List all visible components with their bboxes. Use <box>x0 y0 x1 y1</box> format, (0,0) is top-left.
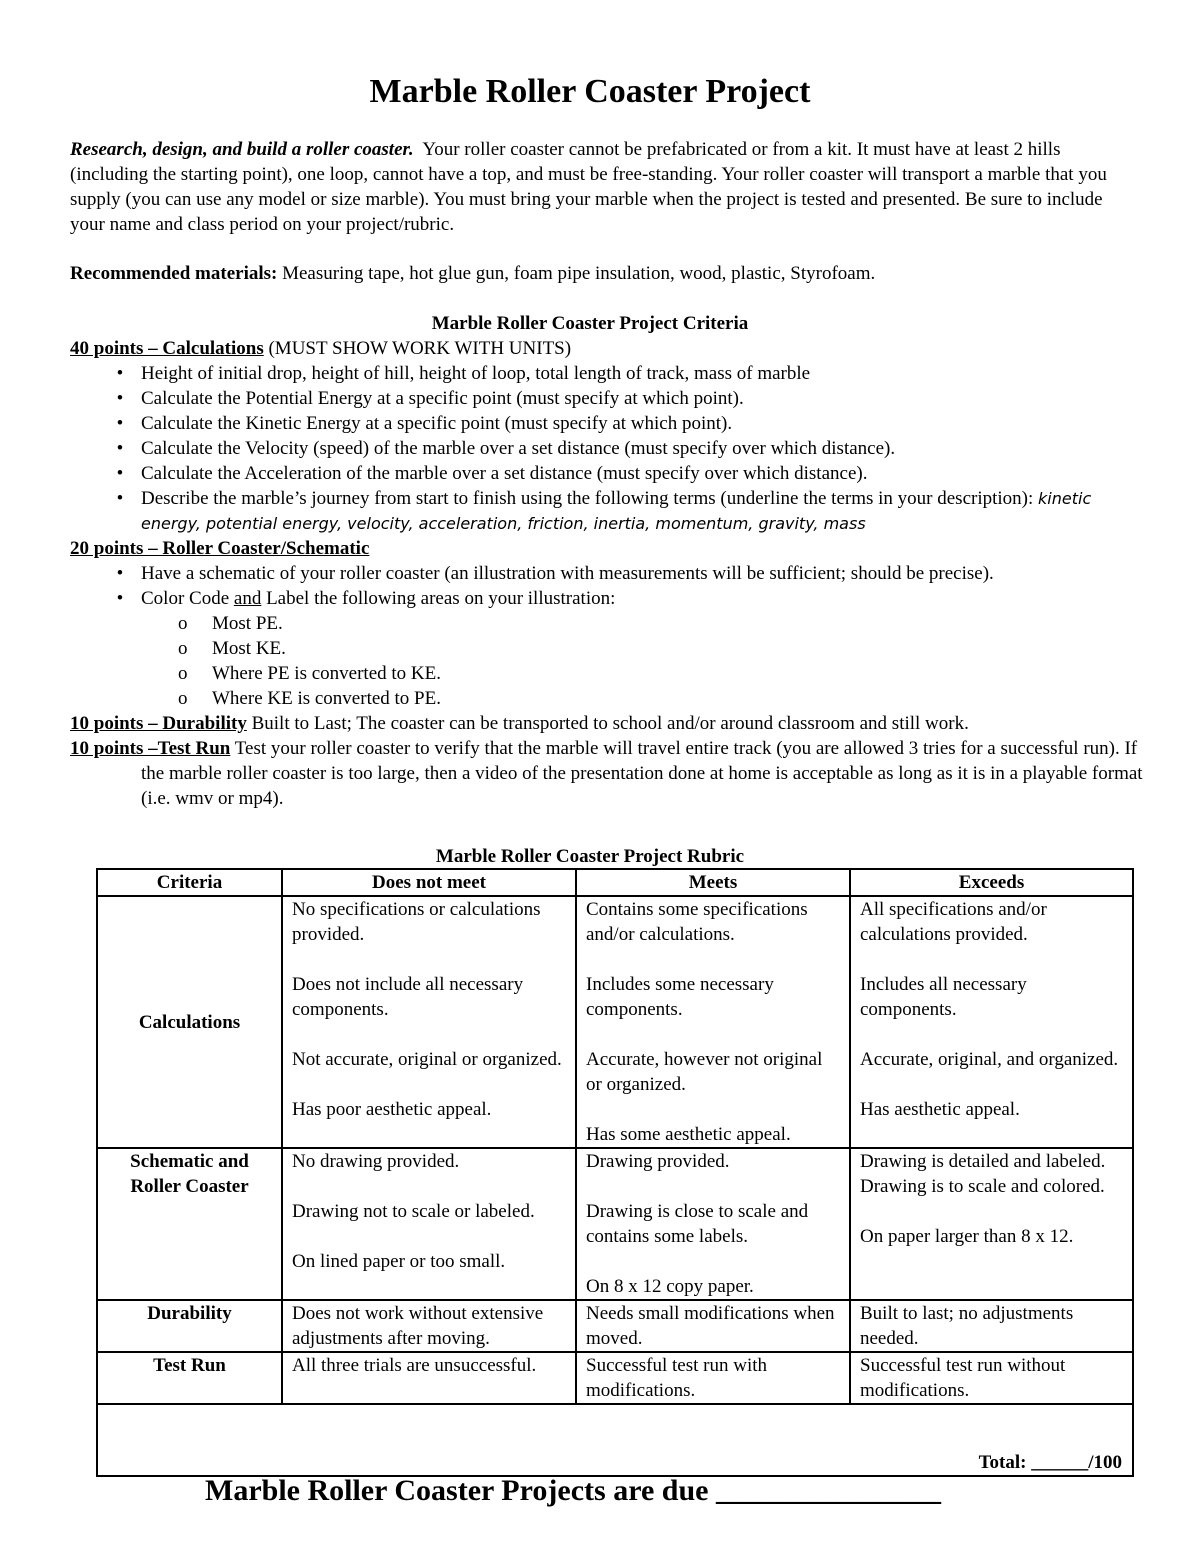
bullet-icon: • <box>116 413 124 434</box>
sublist-item: o Most PE. <box>178 613 283 634</box>
bullet-icon: • <box>116 588 124 609</box>
table-header-row <box>97 869 1133 896</box>
column-header: Does not meet <box>282 869 576 896</box>
meets-cell: Drawing provided. Drawing is close to scale and contains some labels. On 8 x 12 copy paper. <box>576 1148 850 1300</box>
column-header: Meets <box>576 869 850 896</box>
list-item: • Calculate the Kinetic Energy at a specific point (must specify at which point). <box>70 411 1150 436</box>
bullet-icon: • <box>116 388 124 409</box>
durability-line <box>70 711 1150 736</box>
bullet-icon: • <box>116 563 124 584</box>
exceeds-cell: Built to last; no adjustments needed. <box>850 1300 1133 1352</box>
sublist-item: o Where PE is converted to KE. <box>178 663 441 684</box>
calculations-heading: 40 points – Calculations <box>70 338 264 359</box>
durability-heading: 10 points – Durability <box>70 713 247 734</box>
list-item: • Calculate the Velocity (speed) of the marble over a set distance (must specify over which distance). <box>70 436 1150 461</box>
criteria-cell: Durability <box>97 1300 282 1352</box>
list-item: • Calculate the Acceleration of the marble over a set distance (must specify over which distance). <box>70 461 1150 486</box>
schematic-heading: 20 points – Roller Coaster/Schematic <box>70 538 370 559</box>
column-header: Criteria <box>97 869 282 896</box>
calculations-list <box>70 361 1150 536</box>
list-item: • Have a schematic of your roller coaster (an illustration with measurements will be sufficient; should be precise). <box>70 561 1150 586</box>
list-item: • Calculate the Potential Energy at a specific point (must specify at which point). <box>70 386 1150 411</box>
exceeds-cell: Successful test run without modifications. <box>850 1352 1133 1404</box>
materials-line <box>70 261 1130 286</box>
table-row <box>97 1148 1133 1300</box>
criteria-cell: Test Run <box>97 1352 282 1404</box>
total-label: Total: ______/100 <box>978 1452 1122 1473</box>
criteria-title: Marble Roller Coaster Project Criteria <box>431 313 749 334</box>
exceeds-cell: Drawing is detailed and labeled. Drawing is to scale and colored. On paper larger than 8 x 12. <box>850 1148 1133 1300</box>
sublist-item: o Most KE. <box>178 638 286 659</box>
list-item <box>70 486 1150 536</box>
does-not-meet-cell: Does not work without extensive adjustments after moving. <box>282 1300 576 1352</box>
page-title: Marble Roller Coaster Project <box>369 73 811 110</box>
intro-lead: Research, design, and build a roller coaster. <box>70 139 414 160</box>
total-row <box>97 1404 1133 1476</box>
bullet-icon: • <box>116 463 124 484</box>
testrun-line <box>70 736 1150 811</box>
criteria-cell: Calculations <box>97 896 282 1148</box>
table-row <box>97 896 1133 1148</box>
meets-cell: Contains some specifications and/or calculations. Includes some necessary components. Accurate, however not original or organized. Has some aesthetic appeal. <box>576 896 850 1148</box>
rubric-title: Marble Roller Coaster Project Rubric <box>435 846 745 867</box>
list-item: • Height of initial drop, height of hill, height of loop, total length of track, mass of marble <box>70 361 1150 386</box>
criteria-cell: Schematic and Roller Coaster <box>97 1148 282 1300</box>
durability-text: Built to Last; The coaster can be transported to school and/or around classroom and still work. <box>246 713 969 734</box>
list-item: • Color Code and Label the following areas on your illustration: <box>70 586 1150 611</box>
journey-text: Describe the marble’s journey from start to finish using the following terms (underline the terms in your description): <box>141 488 1034 509</box>
intro-body: Your roller coaster cannot be prefabricated or from a kit. It must have at least 2 hills (including the starting point), one loop, cannot have a top, and must be free-standing. Your roller coaster will transport a marble that you supply (you can use any model or size marble). You must bring your marble when the project is tested and presented. Be sure to include your name and class period on your project/rubric. <box>70 139 1107 235</box>
criteria-section <box>70 336 1150 811</box>
table-row <box>97 1352 1133 1404</box>
sub-bullet-icon: o <box>178 638 188 659</box>
meets-cell: Successful test run with modifications. <box>576 1352 850 1404</box>
bullet-icon: • <box>116 363 124 384</box>
schematic-sublist <box>70 611 1150 711</box>
testrun-text: Test your roller coaster to verify that the marble will travel entire track (you are allowed 3 tries for a successful run). If the marble roller coaster is too large, then a video of the presentation done at home is acceptable as long as it is in a playable format (i.e. wmv or mp4). <box>141 738 1143 809</box>
materials-text: Measuring tape, hot glue gun, foam pipe insulation, wood, plastic, Styrofoam. <box>282 263 876 284</box>
sub-bullet-icon: o <box>178 613 188 634</box>
intro-paragraph <box>70 137 1130 237</box>
schematic-list <box>70 561 1150 611</box>
rubric-table <box>96 868 1134 1477</box>
materials-label: Recommended materials: <box>70 263 278 284</box>
does-not-meet-cell: No drawing provided. Drawing not to scale or labeled. On lined paper or too small. <box>282 1148 576 1300</box>
due-date-line: Marble Roller Coaster Projects are due _______________ <box>205 1474 941 1507</box>
meets-cell: Needs small modifications when moved. <box>576 1300 850 1352</box>
column-header: Exceeds <box>850 869 1133 896</box>
table-row <box>97 1300 1133 1352</box>
testrun-heading: 10 points –Test Run <box>70 738 231 759</box>
bullet-icon: • <box>116 488 124 509</box>
calculations-heading-line <box>70 336 1150 361</box>
does-not-meet-cell: No specifications or calculations provided. Does not include all necessary components. Not accurate, original or organized. Has poor aesthetic appeal. <box>282 896 576 1148</box>
schematic-heading-line <box>70 536 1150 561</box>
calculations-note: (MUST SHOW WORK WITH UNITS) <box>268 338 572 359</box>
exceeds-cell: All specifications and/or calculations provided. Includes all necessary components. Accurate, original, and organized. Has aesthetic appeal. <box>850 896 1133 1148</box>
sub-bullet-icon: o <box>178 688 188 709</box>
does-not-meet-cell: All three trials are unsuccessful. <box>282 1352 576 1404</box>
total-cell <box>97 1404 1133 1476</box>
sub-bullet-icon: o <box>178 663 188 684</box>
bullet-icon: • <box>116 438 124 459</box>
journey-terms: kinetic energy, potential energy, velocity, acceleration, friction, inertia, momentum, gravity, mass <box>141 489 1092 533</box>
sublist-item: o Where KE is converted to PE. <box>178 688 441 709</box>
